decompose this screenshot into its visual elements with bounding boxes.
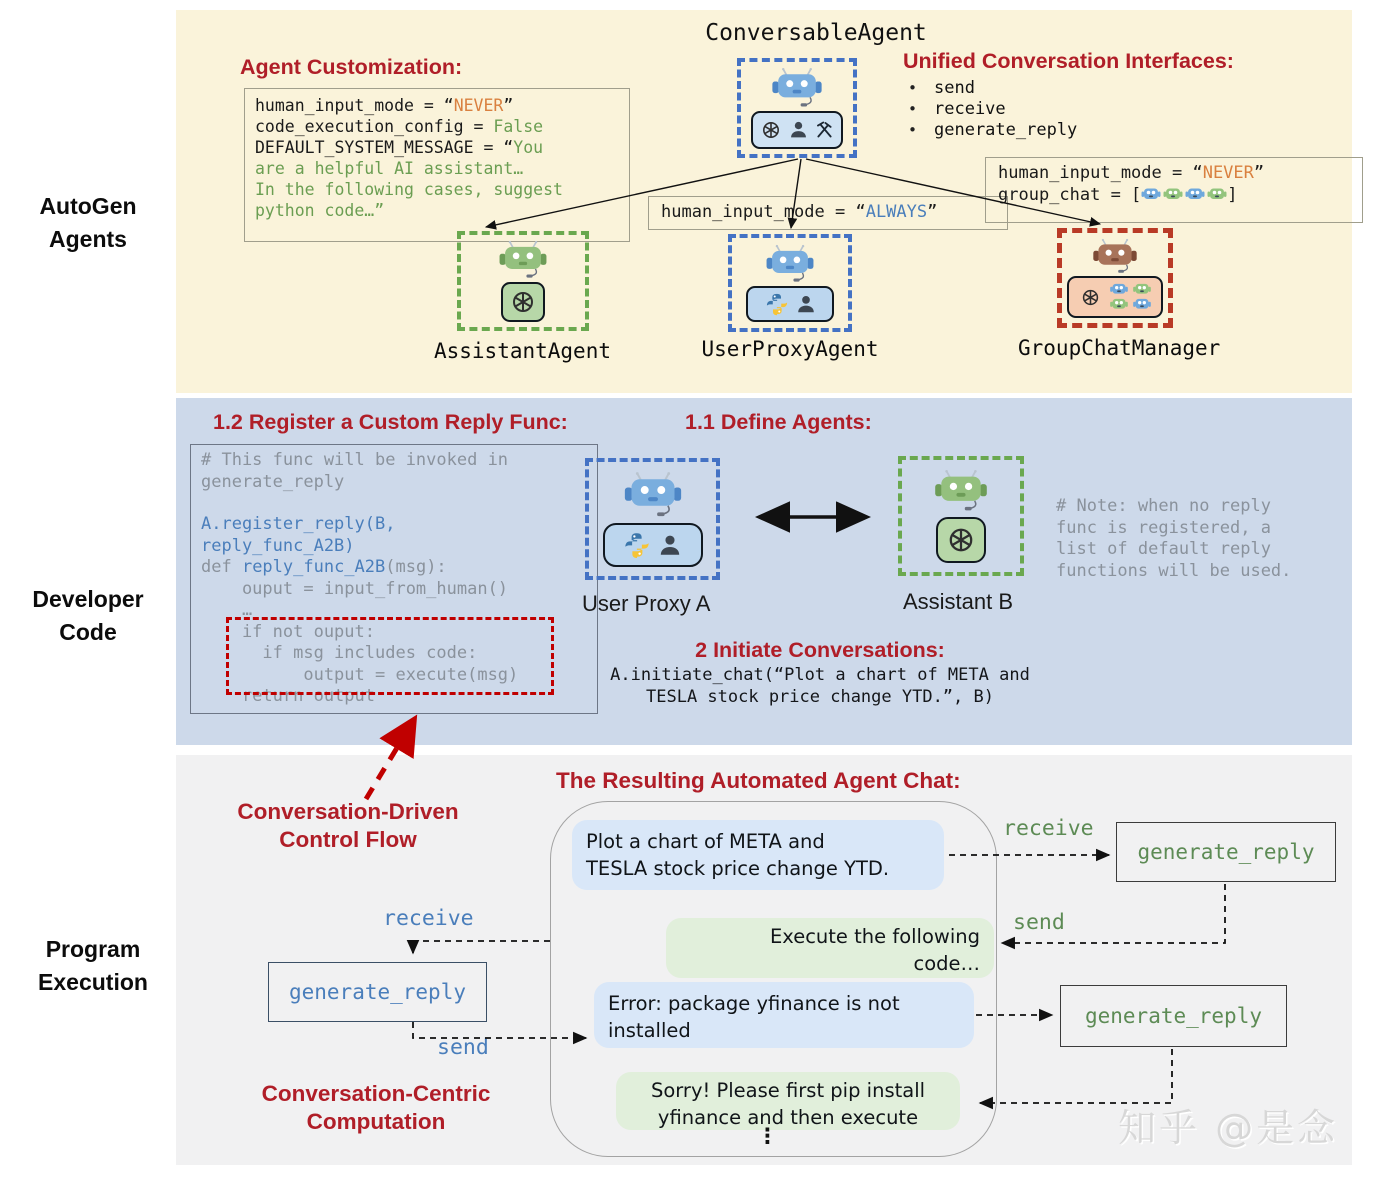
custom-reply-highlight-box	[226, 617, 554, 695]
side-label-line: Execution	[38, 969, 148, 995]
list-item: • send	[908, 78, 975, 98]
user-proxy-a-label: User Proxy A	[582, 591, 711, 616]
group-chat-robots	[1141, 187, 1227, 202]
mini-robot-icon	[1141, 187, 1161, 202]
unified-interfaces-list	[908, 78, 1077, 141]
receive-label-right: receive	[1003, 816, 1094, 841]
conversation-centric-label: Conversation-Centric Computation	[261, 1081, 491, 1134]
robot-icon	[620, 471, 686, 519]
robot-icon	[495, 240, 551, 280]
generate-reply-box-left: generate_reply	[268, 962, 487, 1022]
no-reply-note: # Note: when no reply func is registered, a list of default reply functions will be used.	[1056, 496, 1292, 581]
side-label-line: Program	[45, 936, 141, 962]
chat-bubble-user: Error: package yfinance is not installed	[594, 982, 974, 1048]
llm-chip	[501, 282, 545, 322]
send-label-right: send	[1013, 910, 1065, 935]
code-line: output = execute(msg)	[201, 664, 519, 685]
llm-chip	[936, 517, 986, 563]
agent-customization-code	[244, 88, 630, 242]
assistant-b-label: Assistant B	[903, 589, 1014, 614]
agent-customization-heading: Agent Customization:	[240, 55, 463, 79]
code-line: return output	[201, 686, 375, 706]
code-line: def reply_func_A2B(msg):	[201, 557, 447, 577]
tools-icon	[814, 119, 835, 140]
mini-robot-icon	[1132, 283, 1152, 296]
chat-bubble-assistant: Execute the following code…	[666, 918, 994, 978]
chat-ellipsis: ⋮	[757, 1124, 778, 1148]
group-chat-manager-box	[1057, 228, 1173, 328]
person-icon	[788, 119, 809, 140]
openai-icon	[759, 118, 783, 142]
generate-reply-box-right-top: generate_reply	[1116, 822, 1336, 882]
robot-icon	[930, 469, 992, 513]
person-icon	[795, 293, 817, 315]
code-line: DEFAULT_SYSTEM_MESSAGE = “You	[255, 138, 544, 157]
code-line: TESLA stock price change YTD.”, B)	[646, 686, 994, 707]
side-label-program-execution	[8, 933, 178, 999]
initiate-chat-code	[580, 665, 1060, 708]
side-label-line: Agents	[49, 226, 127, 252]
code-line: ouput = input_from_human()	[201, 578, 509, 599]
group-chip	[1067, 276, 1163, 318]
openai-icon	[1079, 286, 1102, 309]
mini-robot-icon	[1109, 283, 1129, 296]
group-chat-config-box	[985, 157, 1363, 223]
code-line: if msg includes code:	[201, 643, 478, 663]
send-label-left: send	[437, 1035, 489, 1060]
mini-robot-icon	[1185, 187, 1205, 202]
conversation-driven-label: Conversation-Driven Control Flow	[237, 799, 459, 852]
code-line: A.initiate_chat(“Plot a chart of META and	[610, 665, 1030, 685]
robot-icon	[762, 244, 818, 284]
mini-robot-icon	[1207, 187, 1227, 202]
define-agents-heading: 1.1 Define Agents:	[685, 410, 872, 434]
side-label-line: Code	[59, 619, 117, 645]
bullet-icon: •	[908, 121, 918, 139]
code-line: code_execution_config = False	[255, 117, 544, 136]
bullet-icon: •	[908, 79, 918, 97]
side-label-line: AutoGen	[39, 193, 137, 219]
resulting-chat-heading: The Resulting Automated Agent Chat:	[556, 768, 961, 793]
code-line: if not ouput:	[201, 621, 375, 642]
bullet-icon: •	[908, 100, 918, 118]
code-line: group_chat = [ ]	[998, 184, 1238, 205]
receive-label-left: receive	[383, 906, 474, 931]
code-line: generate_reply	[201, 471, 345, 492]
initiate-conversations-heading: 2 Initiate Conversations:	[695, 638, 945, 662]
code-line: A.register_reply(B,	[201, 514, 396, 534]
list-item: • generate_reply	[908, 120, 1078, 140]
side-label-line: Developer	[32, 586, 144, 612]
code-line: …	[201, 600, 253, 620]
user-proxy-a-box	[585, 458, 720, 580]
assistant-b-box	[898, 456, 1024, 576]
group-chat-manager-label: GroupChatManager	[1018, 336, 1221, 360]
mini-robot-icon	[1132, 298, 1152, 311]
conversable-agent-title: ConversableAgent	[705, 20, 927, 46]
robot-icon	[768, 67, 826, 109]
python-human-chip	[603, 523, 703, 567]
code-line: human_input_mode = “NEVER”	[255, 96, 514, 115]
code-line: reply_func_A2B)	[201, 535, 355, 556]
python-icon	[764, 291, 790, 317]
user-proxy-agent-box	[728, 234, 852, 332]
assistant-agent-label: AssistantAgent	[433, 339, 611, 363]
side-label-autogen-agents	[8, 190, 168, 256]
python-human-chip	[746, 286, 834, 322]
unified-interfaces-heading: Unified Conversation Interfaces:	[903, 49, 1234, 73]
mini-robot-icon	[1109, 298, 1129, 311]
python-icon	[622, 530, 652, 560]
list-item: • receive	[908, 99, 1006, 119]
user-proxy-agent-label: UserProxyAgent	[701, 337, 879, 361]
code-line: are a helpful AI assistant…	[255, 159, 524, 178]
llm-human-tools-chip	[751, 111, 843, 149]
group-robots-grid	[1109, 283, 1152, 311]
code-line: In the following cases, suggest	[255, 180, 563, 199]
openai-icon	[944, 523, 978, 557]
register-reply-heading: 1.2 Register a Custom Reply Func:	[213, 410, 568, 434]
conversable-agent-box	[737, 58, 857, 158]
code-line: human_input_mode = “NEVER”	[998, 163, 1265, 183]
code-line	[201, 493, 587, 514]
generate-reply-box-right-bottom: generate_reply	[1060, 985, 1287, 1047]
openai-icon	[508, 287, 538, 317]
robot-icon	[1089, 238, 1141, 275]
person-icon	[657, 532, 683, 558]
chat-bubble-assistant: Sorry! Please first pip install yfinance and then execute	[616, 1072, 960, 1130]
code-line: # This func will be invoked in	[201, 450, 509, 470]
mini-robot-icon	[1163, 187, 1183, 202]
human-input-always-box: human_input_mode = “ALWAYS”	[648, 196, 1008, 230]
code-line: python code…”	[255, 201, 385, 220]
assistant-agent-box	[457, 231, 589, 331]
chat-bubble-user: Plot a chart of META and TESLA stock price change YTD.	[572, 820, 944, 890]
watermark: 知乎 @是念	[1118, 1106, 1339, 1150]
side-label-developer-code	[8, 583, 168, 649]
